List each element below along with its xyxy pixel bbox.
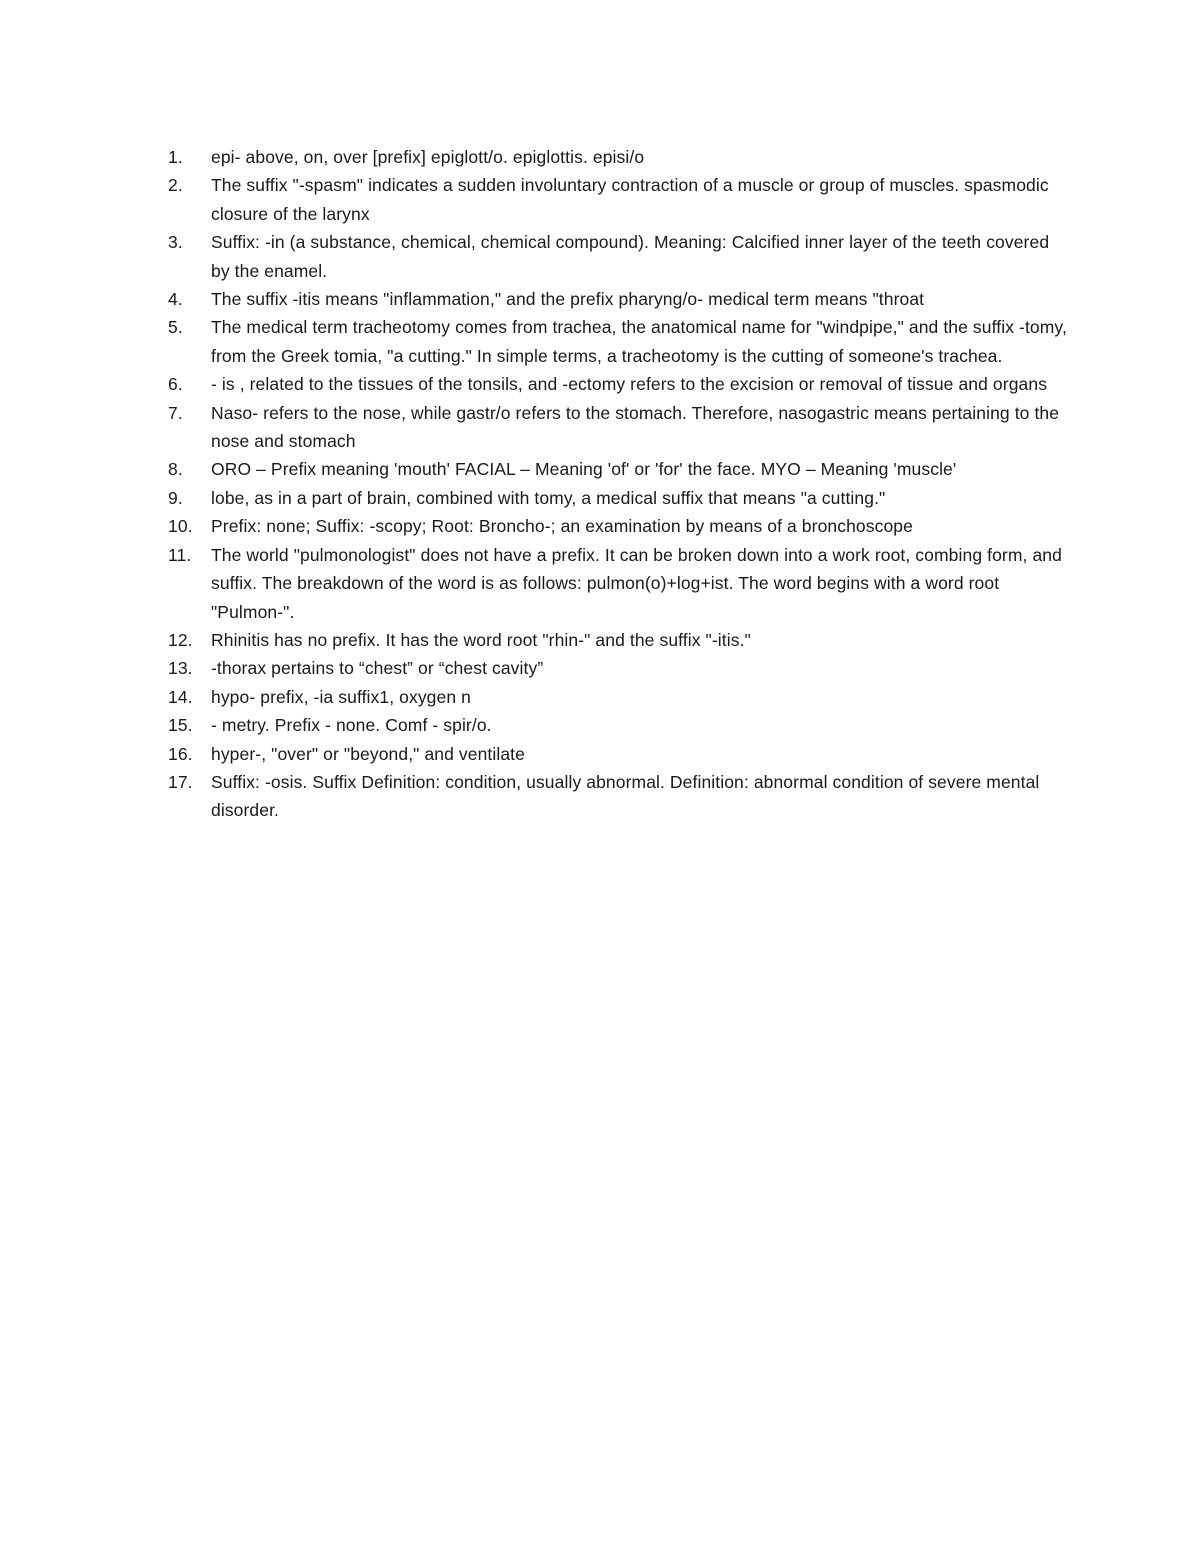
list-item xyxy=(168,654,1068,682)
list-item-text: Rhinitis has no prefix. It has the word root "rhin-" and the suffix "-itis." xyxy=(211,629,751,650)
list-item xyxy=(168,740,1068,768)
list-item xyxy=(168,512,1068,540)
list-item xyxy=(168,484,1068,512)
list-item-number: 5. xyxy=(168,317,183,338)
numbered-list xyxy=(168,143,1068,825)
list-item-text: lobe, as in a part of brain, combined with tomy, a medical suffix that means "a cutting." xyxy=(211,487,886,508)
list-item-number: 10. xyxy=(168,516,193,537)
list-item-text: Suffix: -osis. Suffix Definition: condition, usually abnormal. Definition: abnormal condition of severe mental disorder. xyxy=(211,771,1040,821)
list-item xyxy=(168,455,1068,483)
list-item-number: 7. xyxy=(168,402,183,423)
list-item-number: 8. xyxy=(168,459,183,480)
list-item-text: hypo- prefix, -ia suffix1, oxygen n xyxy=(211,686,471,707)
list-item-number: 2. xyxy=(168,175,183,196)
list-item-text: - metry. Prefix - none. Comf - spir/o. xyxy=(211,715,492,736)
list-item xyxy=(168,711,1068,739)
list-item xyxy=(168,399,1068,456)
list-item-text: -thorax pertains to “chest” or “chest cavity” xyxy=(211,658,544,679)
list-item-number: 12. xyxy=(168,629,193,650)
list-item xyxy=(168,313,1068,370)
list-item-text: The world "pulmonologist" does not have a prefix. It can be broken down into a work root, combing form, and suffix. The breakdown of the word is as follows: pulmon(o)+log+ist. The word begins with a word root "Pulmon-". xyxy=(211,544,1062,622)
list-item-text: ORO – Prefix meaning 'mouth' FACIAL – Meaning 'of' or 'for' the face. MYO – Meaning 'muscle' xyxy=(211,459,957,480)
list-item xyxy=(168,285,1068,313)
list-item-number: 11. xyxy=(168,544,192,565)
list-item-text: The medical term tracheotomy comes from trachea, the anatomical name for "windpipe," and the suffix -tomy, from the Greek tomia, "a cutting." In simple terms, a tracheotomy is the cutting of someone's trachea. xyxy=(211,317,1067,366)
list-item-number: 9. xyxy=(168,487,183,508)
list-item xyxy=(168,683,1068,711)
list-item-text: Suffix: -in (a substance, chemical, chemical compound). Meaning: Calcified inner layer of the teeth covered by the enamel. xyxy=(211,232,1050,281)
list-item-text: epi- above, on, over [prefix] epiglott/o. epiglottis. episi/o xyxy=(211,147,645,167)
list-item-text: The suffix "-spasm" indicates a sudden involuntary contraction of a muscle or group of muscles. spasmodic closure of the larynx xyxy=(211,175,1049,224)
list-item-number: 1. xyxy=(168,147,183,167)
list-item xyxy=(168,370,1068,398)
list-item-number: 13. xyxy=(168,658,193,679)
list-item-text: Naso- refers to the nose, while gastr/o refers to the stomach. Therefore, nasogastric means pertaining to the nose and stomach xyxy=(211,402,1060,452)
list-item xyxy=(168,171,1068,228)
list-item-text: The suffix -itis means "inflammation," and the prefix pharyng/o- medical term means "throat xyxy=(211,289,925,310)
list-item-number: 4. xyxy=(168,289,183,310)
list-item xyxy=(168,228,1068,285)
list-item-number: 16. xyxy=(168,743,193,764)
list-item-number: 15. xyxy=(168,715,193,736)
list-item-text: Prefix: none; Suffix: -scopy; Root: Broncho-; an examination by means of a bronchoscope xyxy=(211,516,913,537)
list-item-number: 3. xyxy=(168,232,183,253)
list-item-number: 17. xyxy=(168,771,193,792)
list-item-text: - is , related to the tissues of the tonsils, and -ectomy refers to the excision or removal of tissue and organs xyxy=(211,374,1048,395)
list-item xyxy=(168,143,1068,171)
list-item-text: hyper-, "over" or "beyond," and ventilate xyxy=(211,743,525,764)
list-item xyxy=(168,626,1068,654)
list-item-number: 6. xyxy=(168,374,183,395)
list-item xyxy=(168,541,1068,626)
list-item xyxy=(168,768,1068,825)
list-item-number: 14. xyxy=(168,686,193,707)
